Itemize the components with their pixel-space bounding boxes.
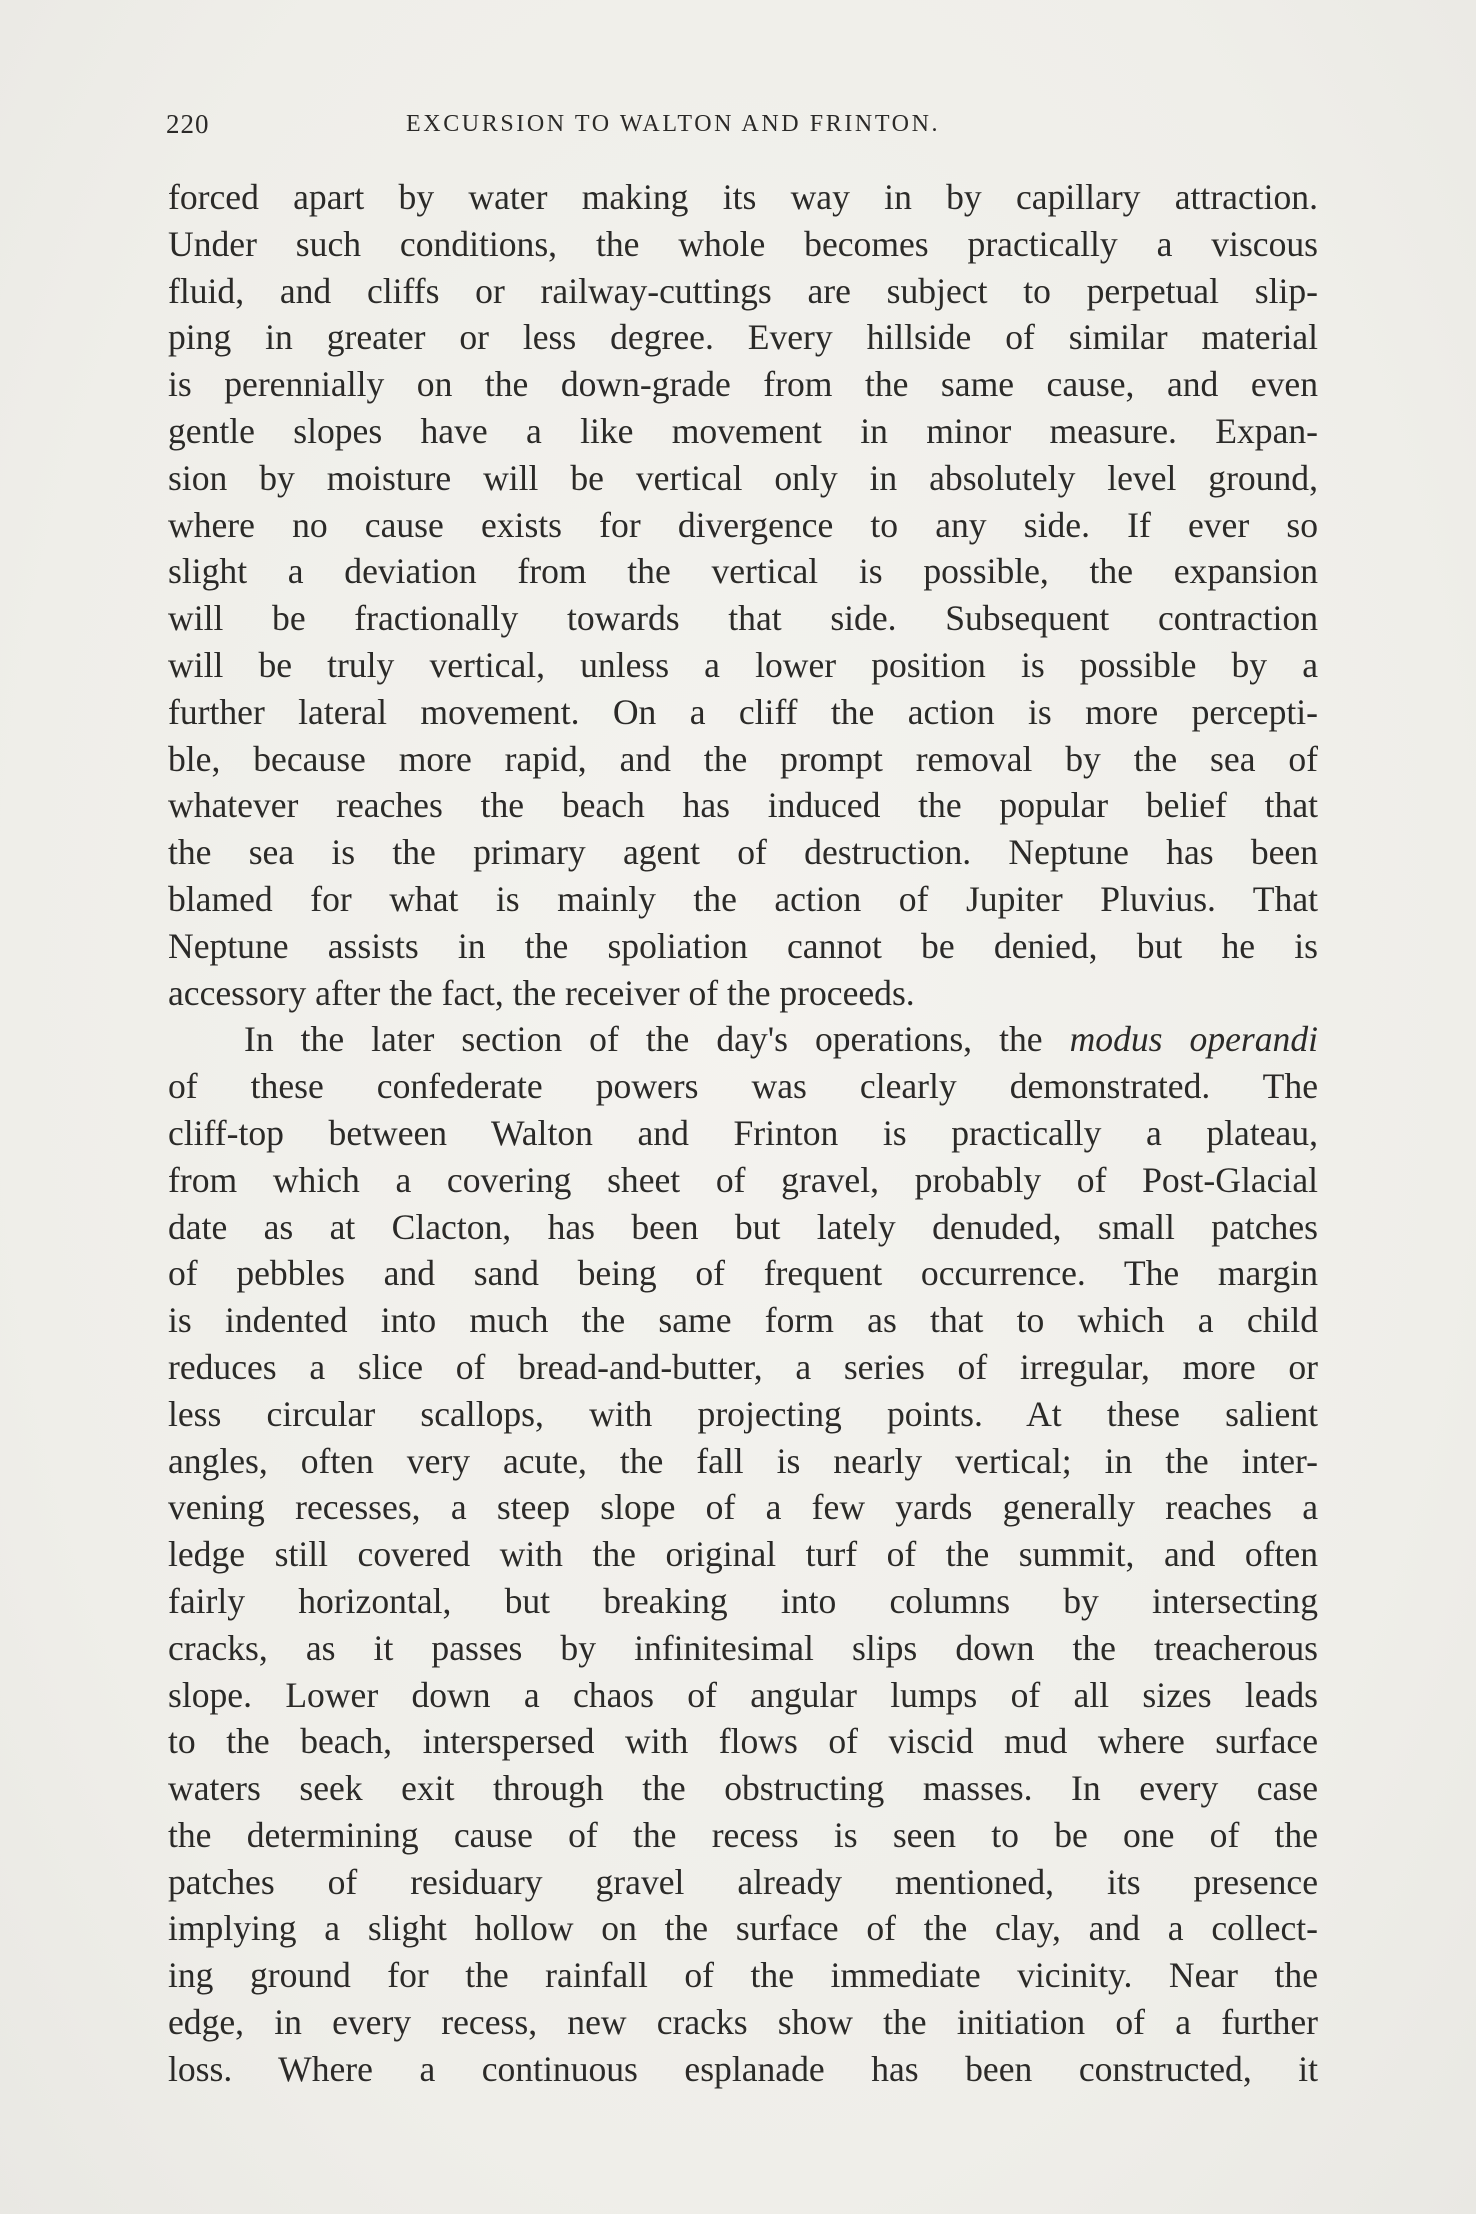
text-line: of these confederate powers was clearly demonstrated. The — [168, 1066, 1318, 1107]
text-line: Under such conditions, the whole becomes practically a viscous — [168, 223, 1318, 264]
text-line: less circular scallops, with projecting points. At these salient — [168, 1393, 1318, 1434]
text-line: ble, because more rapid, and the prompt removal by the sea of — [168, 738, 1318, 779]
text-line: date as at Clacton, has been but lately denuded, small patches — [168, 1206, 1318, 1247]
text-line: loss. Where a continuous esplanade has been constructed, it — [168, 2048, 1318, 2089]
text-line: the sea is the primary agent of destruction. Neptune has been — [168, 832, 1318, 873]
text-line: edge, in every recess, new cracks show the initiation of a further — [168, 2002, 1318, 2043]
text-line: waters seek exit through the obstructing masses. In every case — [168, 1768, 1318, 1809]
text-line: forced apart by water making its way in by capillary attraction. — [168, 177, 1318, 217]
text-line: of pebbles and sand being of frequent occurrence. The margin — [168, 1253, 1318, 1294]
text-line: is perennially on the down-grade from the same cause, and even — [168, 364, 1318, 405]
text-segment: In the later section of the day's operations, the — [244, 1019, 1070, 1060]
text-line: whatever reaches the beach has induced the popular belief that — [168, 785, 1318, 826]
paragraph-2 — [168, 1016, 1318, 2092]
text-line: Neptune assists in the spoliation cannot be denied, but he is — [168, 925, 1318, 966]
text-line: patches of residuary gravel already mentioned, its presence — [168, 1861, 1318, 1902]
running-title: EXCURSION TO WALTON AND FRINTON. — [406, 111, 941, 137]
text-line: from which a covering sheet of gravel, probably of Post-Glacial — [168, 1159, 1318, 1200]
text-line: where no cause exists for divergence to any side. If ever so — [168, 504, 1318, 545]
text-line: will be truly vertical, unless a lower position is possible by a — [168, 644, 1318, 685]
text-line: ping in greater or less degree. Every hillside of similar material — [168, 317, 1318, 358]
text-line: sion by moisture will be vertical only in absolutely level ground, — [168, 457, 1318, 498]
body-text — [168, 174, 1318, 2093]
text-line: further lateral movement. On a cliff the action is more percepti- — [168, 691, 1318, 732]
text-line: gentle slopes have a like movement in minor measure. Expan- — [168, 410, 1318, 451]
text-line: ing ground for the rainfall of the immediate vicinity. Near the — [168, 1955, 1318, 1996]
text-line: fluid, and cliffs or railway-cuttings are subject to perpetual slip- — [168, 270, 1318, 311]
text-line: cliff-top between Walton and Frinton is practically a plateau, — [168, 1112, 1318, 1153]
text-line-first — [168, 1016, 1318, 1063]
text-line: angles, often very acute, the fall is nearly vertical; in the inter- — [168, 1440, 1318, 1481]
text-line: vening recesses, a steep slope of a few yards generally reaches a — [168, 1487, 1318, 1528]
text-line: will be fractionally towards that side. Subsequent contraction — [168, 598, 1318, 639]
text-line: cracks, as it passes by infinitesimal slips down the treacherous — [168, 1627, 1318, 1668]
text-line: fairly horizontal, but breaking into columns by intersecting — [168, 1580, 1318, 1621]
text-line: slope. Lower down a chaos of angular lumps of all sizes leads — [168, 1674, 1318, 1715]
italic-phrase: modus operandi — [1069, 1019, 1318, 1060]
text-line: accessory after the fact, the receiver of the proceeds. — [168, 972, 915, 1013]
text-line: blamed for what is mainly the action of Jupiter Pluvius. That — [168, 878, 1318, 919]
text-line: reduces a slice of bread-and-butter, a series of irregular, more or — [168, 1346, 1318, 1387]
text-line: ledge still covered with the original turf of the summit, and often — [168, 1534, 1318, 1575]
page-number: 220 — [166, 109, 210, 139]
text-line: implying a slight hollow on the surface of the clay, and a collect- — [168, 1908, 1318, 1949]
text-line: to the beach, interspersed with flows of viscid mud where surface — [168, 1721, 1318, 1762]
running-head — [166, 104, 1326, 144]
text-line: is indented into much the same form as that to which a child — [168, 1300, 1318, 1341]
text-line: the determining cause of the recess is seen to be one of the — [168, 1814, 1318, 1855]
text-line: slight a deviation from the vertical is possible, the expansion — [168, 551, 1318, 592]
paragraph-1 — [168, 174, 1318, 1016]
